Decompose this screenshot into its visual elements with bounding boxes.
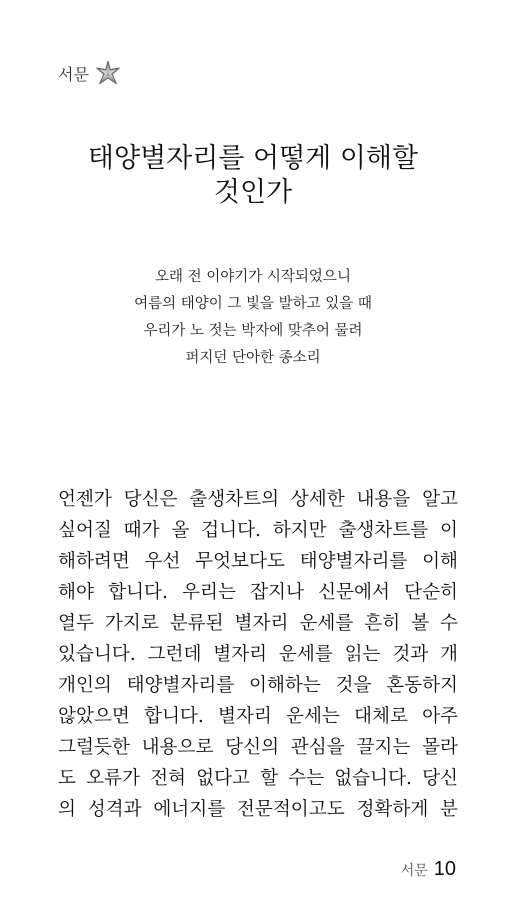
body-line: 도 오류가 전혀 없다고 할 수는 없습니다. 당신 (58, 768, 458, 789)
body-line: 싶어질 때가 올 겁니다. 하지만 출생차트를 이 (58, 520, 458, 541)
body-line: 있습니다. 그런데 별자리 운세를 읽는 것과 개 (58, 644, 458, 665)
body-paragraph (58, 484, 458, 825)
running-header (58, 60, 121, 86)
body-line: 해야 합니다. 우리는 잡지나 신문에서 단순히 (58, 582, 458, 603)
body-line: 언젠가 당신은 출생차트의 상세한 내용을 알고 (58, 489, 458, 510)
epigraph-line: 퍼지던 단아한 종소리 (185, 350, 321, 366)
body-line: 그럴듯한 내용으로 당신의 관심을 끌지는 몰라 (58, 737, 458, 758)
epigraph (0, 264, 506, 372)
body-line: 개인의 태양별자리를 이해하는 것을 혼동하지 (58, 675, 458, 696)
body-line: 해하려면 우선 무엇보다도 태양별자리를 이해 (58, 551, 458, 572)
footer-section-label: 서문 (400, 863, 428, 879)
chapter-title-line-2: 것인가 (213, 177, 293, 208)
epigraph-line: 여름의 태양이 그 빛을 발하고 있을 때 (134, 296, 372, 312)
page-footer (401, 858, 456, 881)
section-label: 서문 (58, 64, 89, 84)
chapter-title (0, 142, 506, 210)
chapter-title-line-1: 태양별자리를 어떻게 이해할 (87, 143, 419, 174)
body-line: 열두 가지로 분류된 별자리 운세를 흔히 볼 수 (58, 613, 458, 634)
body-line: 의 성격과 에너지를 전문적이고도 정확하게 분 (58, 799, 458, 820)
star-icon (95, 60, 121, 86)
epigraph-line: 우리가 노 젓는 박자에 맞추어 물려 (143, 323, 363, 339)
body-line: 않았으면 합니다. 별자리 운세는 대체로 아주 (58, 706, 458, 727)
page-number: 10 (433, 858, 456, 880)
epigraph-line: 오래 전 이야기가 시작되었으니 (155, 269, 351, 285)
